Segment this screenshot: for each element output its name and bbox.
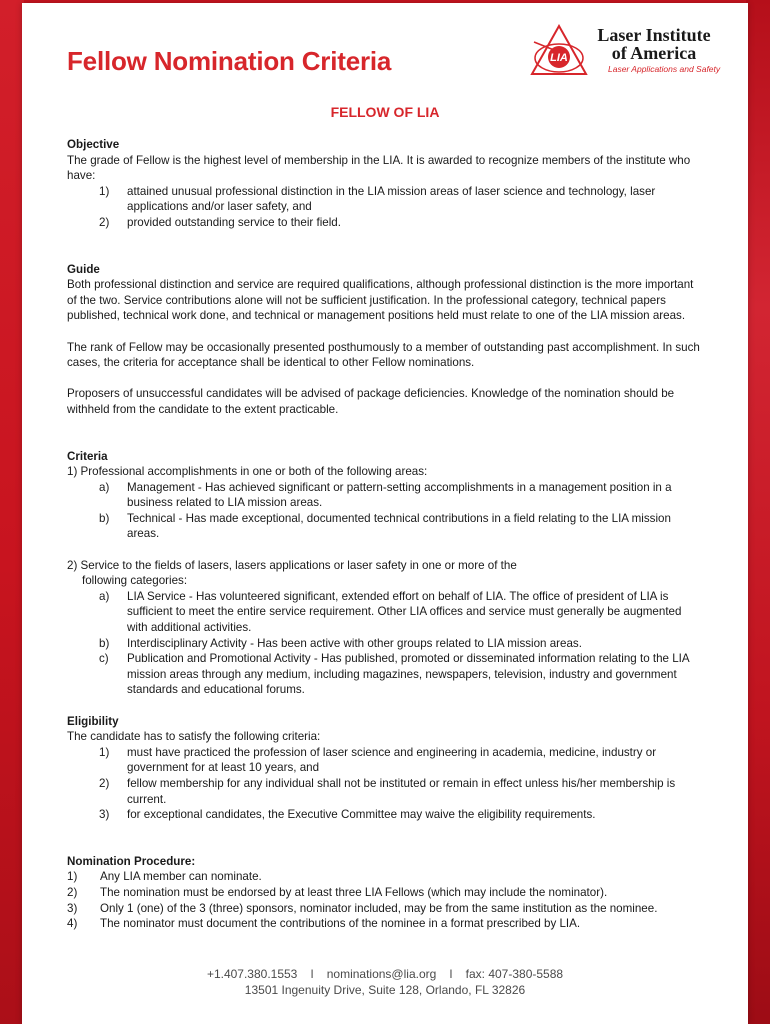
list-item: b) Interdisciplinary Activity - Has been active with other groups related to LIA mission areas. [99,636,582,650]
page-title: Fellow Nomination Criteria [67,46,392,76]
footer-separator: l [310,967,314,981]
criteria-part2-intro: 2) Service to the fields of lasers, lasers applications or laser safety in one or more of the [67,558,517,572]
footer-address: 13501 Ingenuity Drive, Suite 128, Orlando, FL 32826 [244,983,526,997]
list-item: 3) Only 1 (one) of the 3 (three) sponsors, nominator included, may be from the same institution as the nominee. [67,901,658,915]
footer-phone: +1.407.380.1553 [206,967,298,981]
list-item: 1) Any LIA member can nominate. [67,870,262,884]
footer-contact [0,966,770,982]
criteria-title: Criteria [67,449,108,463]
footer-fax: fax: 407-380-5588 [465,967,564,981]
list-item: 2) The nomination must be endorsed by at least three LIA Fellows (which may include the nominator). [67,885,608,899]
nomination-title: Nomination Procedure: [67,854,196,868]
lia-name-line1: Laser Institute [597,25,711,45]
lia-emblem-icon [530,24,588,78]
lia-emblem-text: LIA [550,52,568,64]
right-red-border [746,0,770,1024]
left-red-border [0,0,24,1024]
criteria-part1-intro: 1) Professional accomplishments in one or both of the following areas: [67,465,428,479]
list-item: 2) fellow membership for any individual shall not be instituted or remain in effect unless his/her membership is current. [99,776,676,806]
lia-logo [530,24,720,82]
guide-paragraph: Both professional distinction and service are required qualifications, although professional distinction is the more important of the two. Service contributions alone will not be sufficient justification. In the professional category, technical papers published, technical work done, and technical or management positions held must relate to one of the LIA mission areas. [67,278,694,323]
list-item: 1) must have practiced the profession of laser science and engineering in academia, medicine, industry or government for at least 10 years, and [99,745,657,775]
list-item: a) Management - Has achieved significant or pattern-setting accomplishments in a management position in a business related to LIA mission areas. [99,480,672,510]
footer-separator: l [449,967,453,981]
list-item: a) LIA Service - Has volunteered significant, extended effort on behalf of LIA. The office of president of LIA is sufficient to meet the entire service requirement. Other LIA offices and service must generally be augmented with additional activities. [99,589,682,635]
eligibility-intro: The candidate has to satisfy the following criteria: [67,730,321,744]
objective-title: Objective [67,138,120,151]
objective-intro: The grade of Fellow is the highest level of membership in the LIA. It is awarded to recognize members of the institute who have: [67,153,691,183]
list-item: b) Technical - Has made exceptional, documented technical contributions in a field relating to the LIA mission areas. [99,511,671,541]
criteria-part2-intro-cont: following categories: [82,574,188,588]
lia-name [588,26,720,62]
guide-title: Guide [67,262,100,276]
footer [0,966,770,998]
list-item: c) Publication and Promotional Activity - Has published, promoted or disseminated information relating to the LIA mission areas through any medium, including magazines, newspapers, television, industry and government standards and educational forums. [99,652,689,697]
lia-tagline: Laser Applications and Safety [608,64,721,74]
section-heading: FELLOW OF LIA [330,104,440,120]
lia-name-line2: of America [611,43,697,63]
guide-paragraph: Proposers of unsuccessful candidates will be advised of package deficiencies. Knowledge of the nomination should be withheld from the candidate to the extent practicable. [67,387,675,416]
list-item: 2) provided outstanding service to their field. [99,215,341,229]
footer-email[interactable]: nominations@lia.org [326,967,437,981]
eligibility-title: Eligibility [67,714,119,728]
guide-paragraph: The rank of Fellow may be occasionally presented posthumously to a member of outstanding past accomplishment. In such cases, the criteria for acceptance shall be identical to other Fellow nominations. [67,340,700,370]
document-body [67,137,703,932]
list-item: 4) The nominator must document the contributions of the nominee in a format prescribed by LIA. [67,917,581,931]
list-item: 1) attained unusual professional distinction in the LIA mission areas of laser science and technology, laser applications and/or laser safety, and [99,184,656,214]
list-item: 3) for exceptional candidates, the Executive Committee may waive the eligibility requirements. [99,808,596,822]
